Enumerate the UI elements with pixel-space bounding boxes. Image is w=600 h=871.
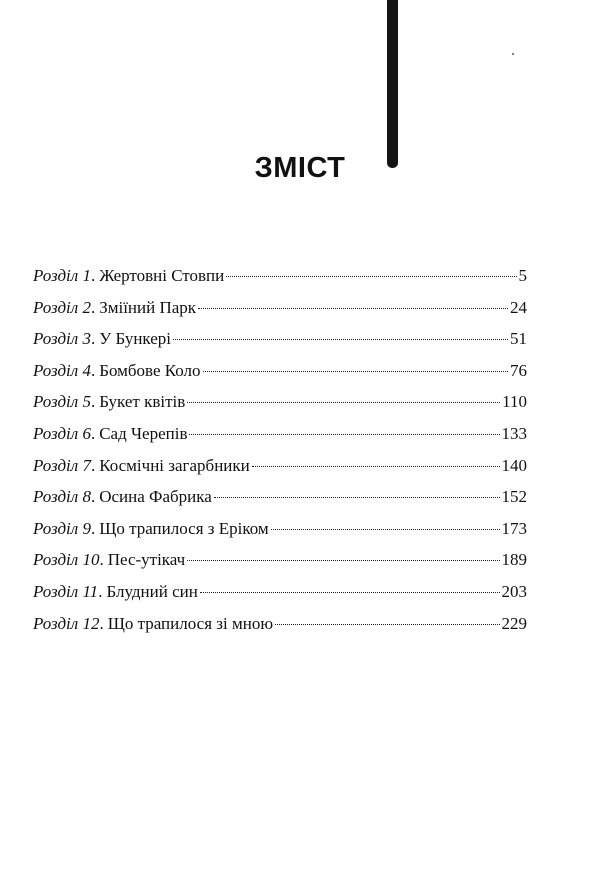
toc-entry[interactable]: Розділ 3 . У Бункері 51 [33, 323, 527, 355]
toc-page-number: 203 [501, 581, 527, 601]
toc-chapter-number: Розділ 1 [33, 266, 91, 285]
toc-chapter-title: Осина Фабрика [99, 487, 212, 507]
toc-chapter-title: Бомбове Коло [99, 360, 201, 380]
toc-chapter-number: Розділ 8 [33, 487, 91, 507]
toc-dot-leader [173, 339, 508, 340]
toc-chapter-title: Космічні загарбники [99, 455, 250, 475]
toc-page-number: 24 [510, 297, 527, 317]
toc-chapter-title: Зміїний Парк [99, 297, 197, 317]
toc-chapter-number: Розділ 7 [33, 455, 91, 475]
toc-chapter-number: Розділ 6 [33, 423, 91, 443]
toc-chapter-number: Розділ 2 [33, 297, 91, 317]
print-speck [512, 53, 514, 55]
toc-chapter-title: Блудний син [106, 581, 198, 601]
toc-page-number: 51 [510, 329, 527, 349]
toc-chapter-title: Жертовні Стовпи [99, 266, 225, 285]
toc-page-number: 140 [501, 455, 527, 475]
toc-entry[interactable]: Розділ 7 . Космічні загарбники 140 [33, 450, 527, 482]
toc-chapter-title: Сад Черепів [99, 423, 188, 443]
toc-page-number: 173 [501, 518, 527, 538]
table-of-contents [33, 260, 527, 639]
toc-chapter-title: Букет квітів [99, 392, 186, 412]
toc-chapter-title: Пес-утікач [107, 550, 186, 570]
toc-entry[interactable]: Розділ 2 . Зміїний Парк 24 [33, 292, 527, 324]
toc-entry[interactable]: Розділ 1 . Жертовні Стовпи 5 [33, 260, 527, 292]
toc-entry[interactable]: Розділ 6 . Сад Черепів 133 [33, 418, 527, 450]
toc-chapter-number: Розділ 11 [33, 581, 99, 601]
toc-chapter-number: Розділ 4 [33, 360, 91, 380]
toc-entry[interactable]: Розділ 11 . Блудний син 203 [33, 576, 527, 608]
toc-chapter-title: Що трапилося з Еріком [99, 518, 269, 538]
toc-dot-leader [203, 371, 508, 372]
page-title: ЗМІСТ [254, 152, 346, 185]
toc-chapter-number: Розділ 10 [33, 550, 100, 570]
toc-dot-leader [187, 402, 500, 403]
toc-entry[interactable]: Розділ 9 . Що трапилося з Еріком 173 [33, 513, 527, 545]
toc-chapter-number: Розділ 12 [33, 613, 100, 633]
toc-page-number: 76 [510, 360, 527, 380]
toc-chapter-number: Розділ 3 [33, 329, 91, 349]
toc-dot-leader [252, 466, 500, 467]
toc-dot-leader [275, 624, 499, 625]
toc-entry[interactable]: Розділ 12 . Що трапилося зі мною 229 [33, 608, 527, 640]
toc-dot-leader [187, 560, 499, 561]
toc-chapter-title: У Бункері [99, 329, 172, 349]
toc-chapter-title: Що трапилося зі мною [107, 613, 274, 633]
toc-entry[interactable]: Розділ 5 . Букет квітів 110 [33, 386, 527, 418]
toc-entry[interactable]: Розділ 4 . Бомбове Коло 76 [33, 355, 527, 387]
toc-page-number: 110 [502, 392, 527, 412]
toc-page-number: 229 [501, 613, 527, 633]
toc-dot-leader [271, 529, 500, 530]
toc-dot-leader [214, 497, 500, 498]
toc-dot-leader [189, 434, 499, 435]
toc-dot-leader [200, 592, 500, 593]
toc-page-number: 133 [501, 423, 527, 443]
bookmark-strip [387, 0, 398, 168]
toc-chapter-number: Розділ 5 [33, 392, 91, 412]
toc-page-number: 152 [501, 487, 527, 507]
toc-page-number: 5 [518, 266, 527, 285]
toc-dot-leader [226, 276, 516, 277]
toc-entry[interactable]: Розділ 8 . Осина Фабрика 152 [33, 481, 527, 513]
toc-page-number: 189 [501, 550, 527, 570]
toc-chapter-number: Розділ 9 [33, 518, 91, 538]
toc-dot-leader [198, 308, 508, 309]
toc-entry[interactable]: Розділ 10 . Пес-утікач 189 [33, 544, 527, 576]
